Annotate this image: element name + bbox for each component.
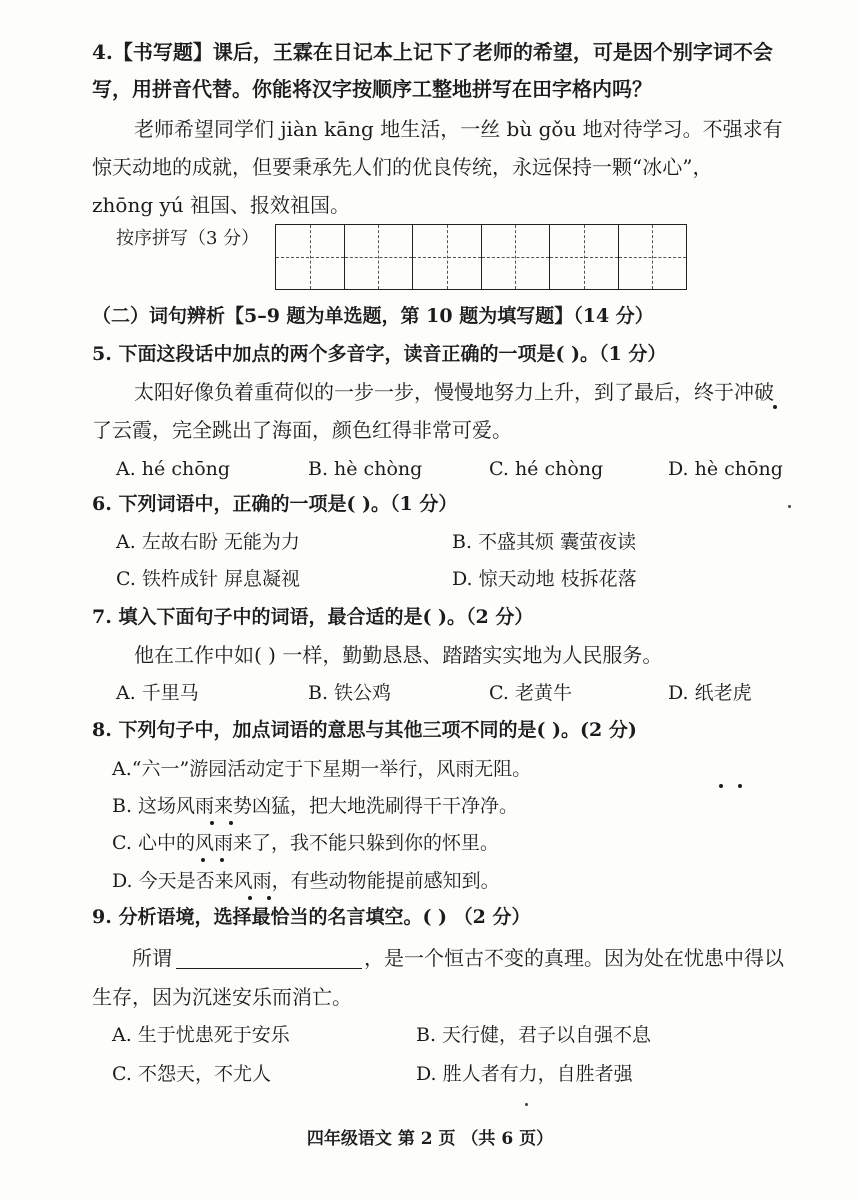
answer-blank[interactable] bbox=[176, 968, 362, 969]
q5-option-c[interactable]: C. hé chòng bbox=[489, 458, 604, 480]
emphasis-dot bbox=[229, 821, 233, 825]
q6-option-b[interactable]: B. 不盛其烦 囊萤夜读 bbox=[452, 531, 637, 553]
q9-option-c[interactable]: C. 不怨天，不尤人 bbox=[112, 1063, 271, 1085]
grid-cell[interactable] bbox=[482, 225, 551, 289]
q6-option-c[interactable]: C. 铁杵成针 屏息凝视 bbox=[116, 568, 300, 590]
q8-stem: 8. 下列句子中，加点词语的意思与其他三项不同的是( )。(2 分) bbox=[92, 719, 637, 741]
emphasis-dot bbox=[267, 896, 271, 900]
q5-passage-line1: 太阳好像负着重荷似的一步一步，慢慢地努力上升，到了最后，终于冲破 bbox=[134, 380, 774, 404]
q9-option-d[interactable]: D. 胜人者有力，自胜者强 bbox=[416, 1063, 633, 1085]
emphasis-dot bbox=[210, 821, 214, 825]
emphasis-dot bbox=[201, 858, 205, 862]
q4-passage-line3: zhōng yú 祖国、报效祖国。 bbox=[92, 193, 351, 217]
grid-cell[interactable] bbox=[550, 225, 619, 289]
scan-speck bbox=[525, 1103, 528, 1106]
grid-cell[interactable] bbox=[619, 225, 687, 289]
emphasis-dot bbox=[719, 784, 723, 788]
q4-line2: 写，用拼音代替。你能将汉字按顺序工整地拼写在田字格内吗？ bbox=[92, 77, 652, 101]
grid-cell[interactable] bbox=[345, 225, 414, 289]
q4-grid-label: 按序拼写（3 分） bbox=[116, 228, 260, 249]
q5-stem: 5. 下面这段话中加点的两个多音字，读音正确的一项是( )。（1 分） bbox=[92, 343, 667, 365]
q4-passage-line2: 惊天动地的成就，但要秉承先人们的优良传统，永远保持一颗“冰心”， bbox=[92, 155, 713, 179]
q9-option-b[interactable]: B. 天行健，君子以自强不息 bbox=[416, 1024, 652, 1046]
grid-cell[interactable] bbox=[276, 225, 345, 289]
q6-stem: 6. 下列词语中，正确的一项是( )。（1 分） bbox=[92, 493, 458, 515]
scan-speck bbox=[788, 505, 791, 508]
q8-option-d[interactable]: D. 今天是否来风雨，有些动物能提前感知到。 bbox=[112, 870, 500, 892]
emphasis-dot bbox=[738, 784, 742, 788]
q4-passage-line1: 老师希望同学们 jiàn kāng 地生活，一丝 bù gǒu 地对待学习。不强求有 bbox=[134, 117, 783, 141]
q5-passage-line2: 了云霞，完全跳出了海面，颜色红得非常可爱。 bbox=[92, 418, 512, 442]
emphasis-dot bbox=[220, 858, 224, 862]
q5-option-a[interactable]: A. hé chōng bbox=[116, 458, 231, 480]
section2-title: （二）词句辨析【5–9 题为单选题，第 10 题为填写题】（14 分） bbox=[92, 305, 654, 327]
q9-passage-line2: 生存，因为沉迷安乐而消亡。 bbox=[92, 985, 352, 1009]
tianzi-grid[interactable] bbox=[275, 224, 687, 290]
q9-option-a[interactable]: A. 生于忧患死于安乐 bbox=[112, 1024, 290, 1046]
q7-option-c[interactable]: C. 老黄牛 bbox=[489, 682, 572, 704]
emphasis-dot bbox=[248, 896, 252, 900]
q6-option-a[interactable]: A. 左故右盼 无能为力 bbox=[116, 531, 300, 553]
q7-passage: 他在工作中如( ) 一样，勤勤恳恳、踏踏实实地为人民服务。 bbox=[134, 643, 663, 667]
q7-option-d[interactable]: D. 纸老虎 bbox=[668, 682, 752, 704]
q6-option-d[interactable]: D. 惊天动地 枝拆花落 bbox=[452, 568, 637, 590]
q9-passage-rest: ，是一个恒古不变的真理。因为处在忧患中得以 bbox=[364, 946, 784, 970]
emphasis-dot bbox=[773, 405, 777, 409]
q7-option-b[interactable]: B. 铁公鸡 bbox=[308, 682, 392, 704]
q4-line1: 4.【书写题】课后，王霖在日记本上记下了老师的希望，可是因个别字词不会 bbox=[92, 40, 773, 64]
q9-passage-start: 所谓 bbox=[132, 946, 172, 970]
q9-stem: 9. 分析语境，选择最恰当的名言填空。( ) （2 分） bbox=[92, 906, 531, 928]
grid-cell[interactable] bbox=[413, 225, 482, 289]
q8-option-a[interactable]: A.“六一”游园活动定于下星期一举行，风雨无阻。 bbox=[112, 758, 532, 780]
q8-option-c[interactable]: C. 心中的风雨来了，我不能只躲到你的怀里。 bbox=[112, 832, 499, 854]
q7-stem: 7. 填入下面句子中的词语，最合适的是( )。（2 分） bbox=[92, 606, 534, 628]
q7-option-a[interactable]: A. 千里马 bbox=[116, 682, 199, 704]
q8-option-b[interactable]: B. 这场风雨来势凶猛，把大地洗刷得干干净净。 bbox=[112, 795, 519, 817]
page-footer: 四年级语文 第 2 页 （共 6 页） bbox=[306, 1129, 554, 1149]
q5-option-d[interactable]: D. hè chōng bbox=[668, 458, 783, 480]
q5-option-b[interactable]: B. hè chòng bbox=[308, 458, 423, 480]
